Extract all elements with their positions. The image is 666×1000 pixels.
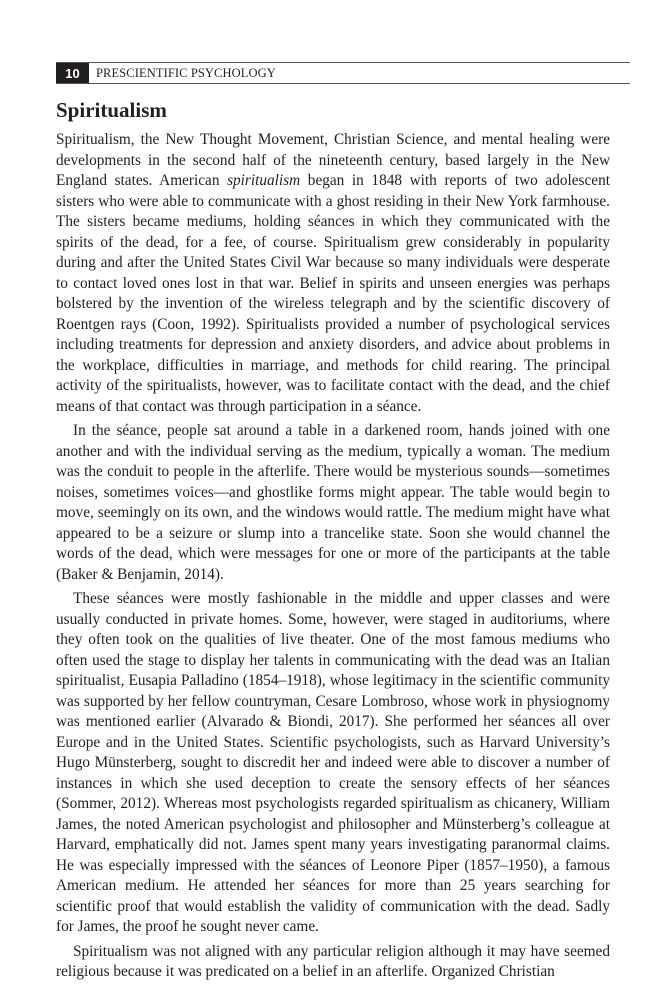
paragraph-1-emphasis: spiritualism xyxy=(227,172,301,189)
paragraph-1-text-b: began in 1848 with reports of two adolescent sisters who were able to communicate with a ghost residing in their New York farmhouse. The sisters became mediums, holding séances in which they communicated with the spirits of the dead, for a fee, of course. Spiritualism grew considerably in popularity during and after the United States Civil War because so many individuals were desperate to contact loved ones lost in that war. Belief in spirits and unseen energies was perhaps bolstered by the invention of the wireless telegraph and by the scientific discovery of Roentgen rays (Coon, 1992). Spiritualists provided a number of psychological services including treatments for depression and anxiety disorders, and advice about problems in the workplace, difficulties in marriage, and methods for child rearing. The principal activity of the spiritualists, however, was to facilitate contact with the dead, and the chief means of that contact was through participation in a séance. xyxy=(56,172,610,415)
running-title: PRESCIENTIFIC PSYCHOLOGY xyxy=(96,65,276,80)
paragraph-2: In the séance, people sat around a table in a darkened room, hands joined with one another and with the individual serving as the medium, typically a woman. The medium was the conduit to people in the afterlife. There would be mysterious sounds—sometimes noises, sometimes voices—and ghostlike forms might appear. The table would begin to move, seemingly on its own, and the windows would rattle. The medium might have what appeared to be a seizure or slump into a trancelike state. Soon she would channel the words of the dead, which were messages for one or more of the participants at the table (Baker & Benjamin, 2014). xyxy=(56,422,610,583)
paragraph-1-text-a: Spiritualism, the New Thought Movement, Christian Science, and mental healing were developments in the second half of the nineteenth century, based largely in the New England states. American xyxy=(56,131,610,189)
book-page xyxy=(56,62,610,983)
paragraph-3: These séances were mostly fashionable in the middle and upper classes and were usually conducted in private homes. Some, however, were staged in auditoriums, where they often took on the qualities of live theater. One of the most famous mediums who often used the stage to display her talents in communicating with the dead was an Italian spiritualist, Eusapia Palladino (1854–1918), whose legitimacy in the scientific community was supported by her fellow countryman, Cesare Lombroso, whose work in physiognomy was mentioned earlier (Alvarado & Biondi, 2017). She performed her séances all over Europe and in the United States. Scientific psychologists, such as Harvard University’s Hugo Münsterberg, sought to discredit her and indeed were able to discover a number of instances in which she used deception to create the sensory effects of her séances (Sommer, 2012). Whereas most psychologists regarded spiritualism as chicanery, William James, the noted American psychologist and philosopher and Münsterberg’s colleague at Harvard, emphatically did not. James spent many years investigating paranormal claims. He was especially impressed with the séances of Leonore Piper (1857–1950), a famous American medium. He attended her séances for more than 25 years searching for scientific proof that would establish the validity of communication with the dead. Sadly for James, the proof he sought never came. xyxy=(56,590,610,935)
paragraph-1 xyxy=(56,130,610,417)
page-number: 10 xyxy=(56,63,89,83)
running-head xyxy=(56,62,630,84)
section-heading: Spiritualism xyxy=(56,98,167,122)
paragraph-4: Spiritualism was not aligned with any particular religion although it may have seemed religious because it was predicated on a belief in an afterlife. Organized Christian xyxy=(56,942,610,980)
